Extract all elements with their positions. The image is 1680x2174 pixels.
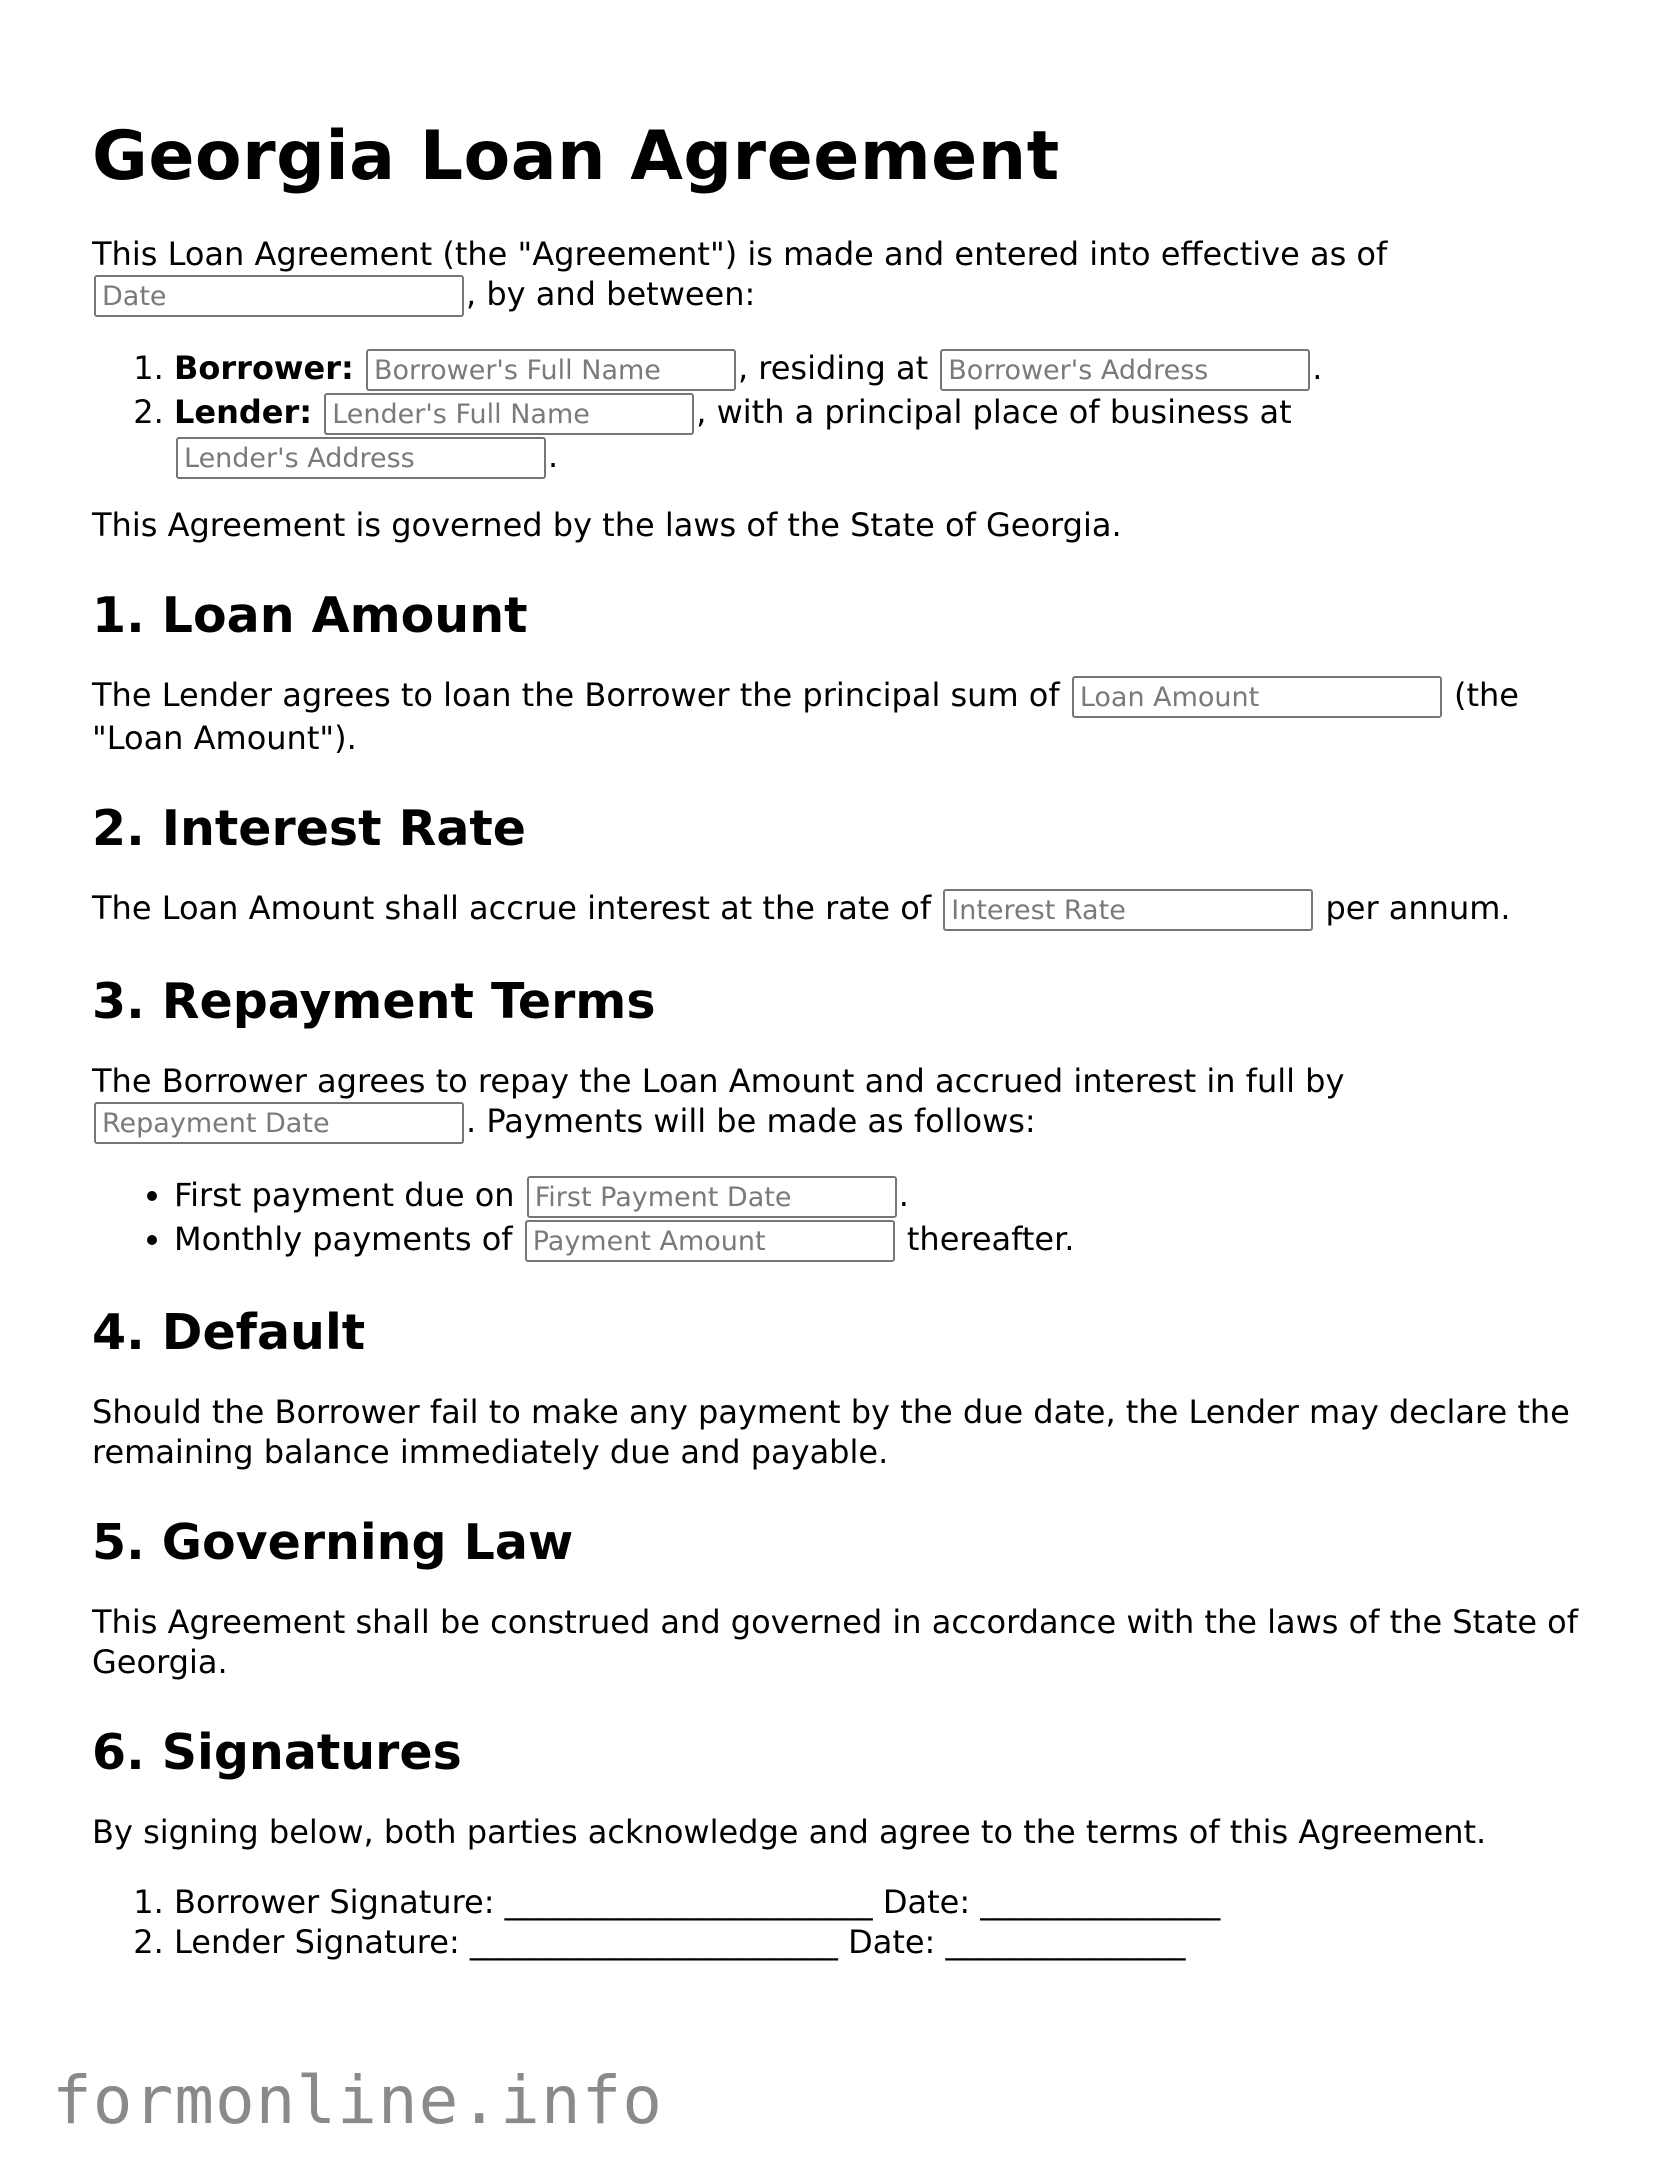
monthly-payment-text: Monthly payments of: [174, 1220, 513, 1258]
payment-amount-field[interactable]: [525, 1220, 895, 1262]
section-default: [92, 1298, 1612, 1472]
loan-amount-text-after: (the "Loan Amount").: [92, 676, 1519, 757]
intro-paragraph: [92, 234, 1612, 317]
monthly-payment-text-after: thereafter.: [906, 1220, 1075, 1258]
document-page: [92, 108, 1612, 1962]
borrower-end-text: .: [1312, 349, 1323, 387]
signatures-paragraph: By signing below, both parties acknowledge and agree to the terms of this Agreement.: [92, 1813, 1487, 1851]
lender-signature-line: 2. Lender Signature: _______________________ Date: _______________: [174, 1922, 1612, 1962]
section-heading: 5. Governing Law: [92, 1514, 574, 1571]
section-heading: 2. Interest Rate: [92, 800, 527, 857]
lender-name-field[interactable]: [324, 393, 694, 435]
lender-end-text: .: [548, 437, 559, 475]
first-payment-date-field[interactable]: [527, 1176, 897, 1218]
first-payment-text-after: .: [898, 1176, 909, 1214]
repayment-text: The Borrower agrees to repay the Loan Amount and accrued interest in full by: [92, 1062, 1345, 1100]
loan-amount-text: The Lender agrees to loan the Borrower the principal sum of: [92, 676, 1060, 714]
repayment-paragraph: [92, 1061, 1612, 1144]
lender-label: Lender:: [174, 393, 313, 431]
borrower-label: Borrower:: [174, 349, 354, 387]
section-repayment-terms: [92, 967, 1612, 1262]
lender-address-field[interactable]: [176, 437, 546, 479]
payments-list: [92, 1174, 1612, 1262]
page-title: Georgia Loan Agreement: [92, 117, 1060, 196]
intro-text: This Loan Agreement (the "Agreement") is made and entered into effective as of: [92, 235, 1388, 273]
repayment-date-field[interactable]: [94, 1102, 464, 1144]
list-item-monthly-payment: [174, 1218, 1612, 1262]
section-heading: 6. Signatures: [92, 1724, 462, 1781]
loan-amount-field[interactable]: [1072, 676, 1442, 718]
borrower-address-field[interactable]: [940, 349, 1310, 391]
section-heading: 1. Loan Amount: [92, 587, 528, 644]
interest-rate-text: The Loan Amount shall accrue interest at the rate of: [92, 889, 932, 927]
first-payment-text: First payment due on: [174, 1176, 515, 1214]
signatures-list: [92, 1882, 1612, 1962]
loan-amount-paragraph: [92, 675, 1612, 758]
watermark: formonline.info: [52, 2062, 664, 2139]
default-paragraph: Should the Borrower fail to make any payment by the due date, the Lender may declare the remaining balance immediately due and payable.: [92, 1393, 1570, 1471]
list-item-borrower: [174, 347, 1612, 391]
borrower-signature-line: 1. Borrower Signature: _______________________ Date: _______________: [174, 1882, 1612, 1922]
parties-list: [92, 347, 1612, 479]
governed-paragraph: This Agreement is governed by the laws of the State of Georgia.: [92, 506, 1122, 544]
borrower-residing-text: , residing at: [737, 349, 929, 387]
list-item-lender: [174, 391, 1612, 479]
list-item-first-payment: [174, 1174, 1612, 1218]
borrower-name-field[interactable]: [366, 349, 736, 391]
interest-rate-field[interactable]: [943, 889, 1313, 931]
section-loan-amount: [92, 581, 1612, 758]
intro-text-after: , by and between:: [466, 275, 756, 313]
interest-rate-text-after: per annum.: [1325, 889, 1511, 927]
interest-rate-paragraph: [92, 888, 1612, 931]
section-heading: 4. Default: [92, 1304, 366, 1361]
lender-business-text: , with a principal place of business at: [696, 393, 1292, 431]
date-field[interactable]: [94, 275, 464, 317]
repayment-text-after: . Payments will be made as follows:: [466, 1102, 1036, 1140]
section-heading: 3. Repayment Terms: [92, 973, 656, 1030]
section-governing-law: [92, 1508, 1612, 1682]
section-signatures: [92, 1718, 1612, 1962]
section-interest-rate: [92, 794, 1612, 931]
governing-law-paragraph: This Agreement shall be construed and governed in accordance with the laws of the State of Georgia.: [92, 1603, 1579, 1681]
